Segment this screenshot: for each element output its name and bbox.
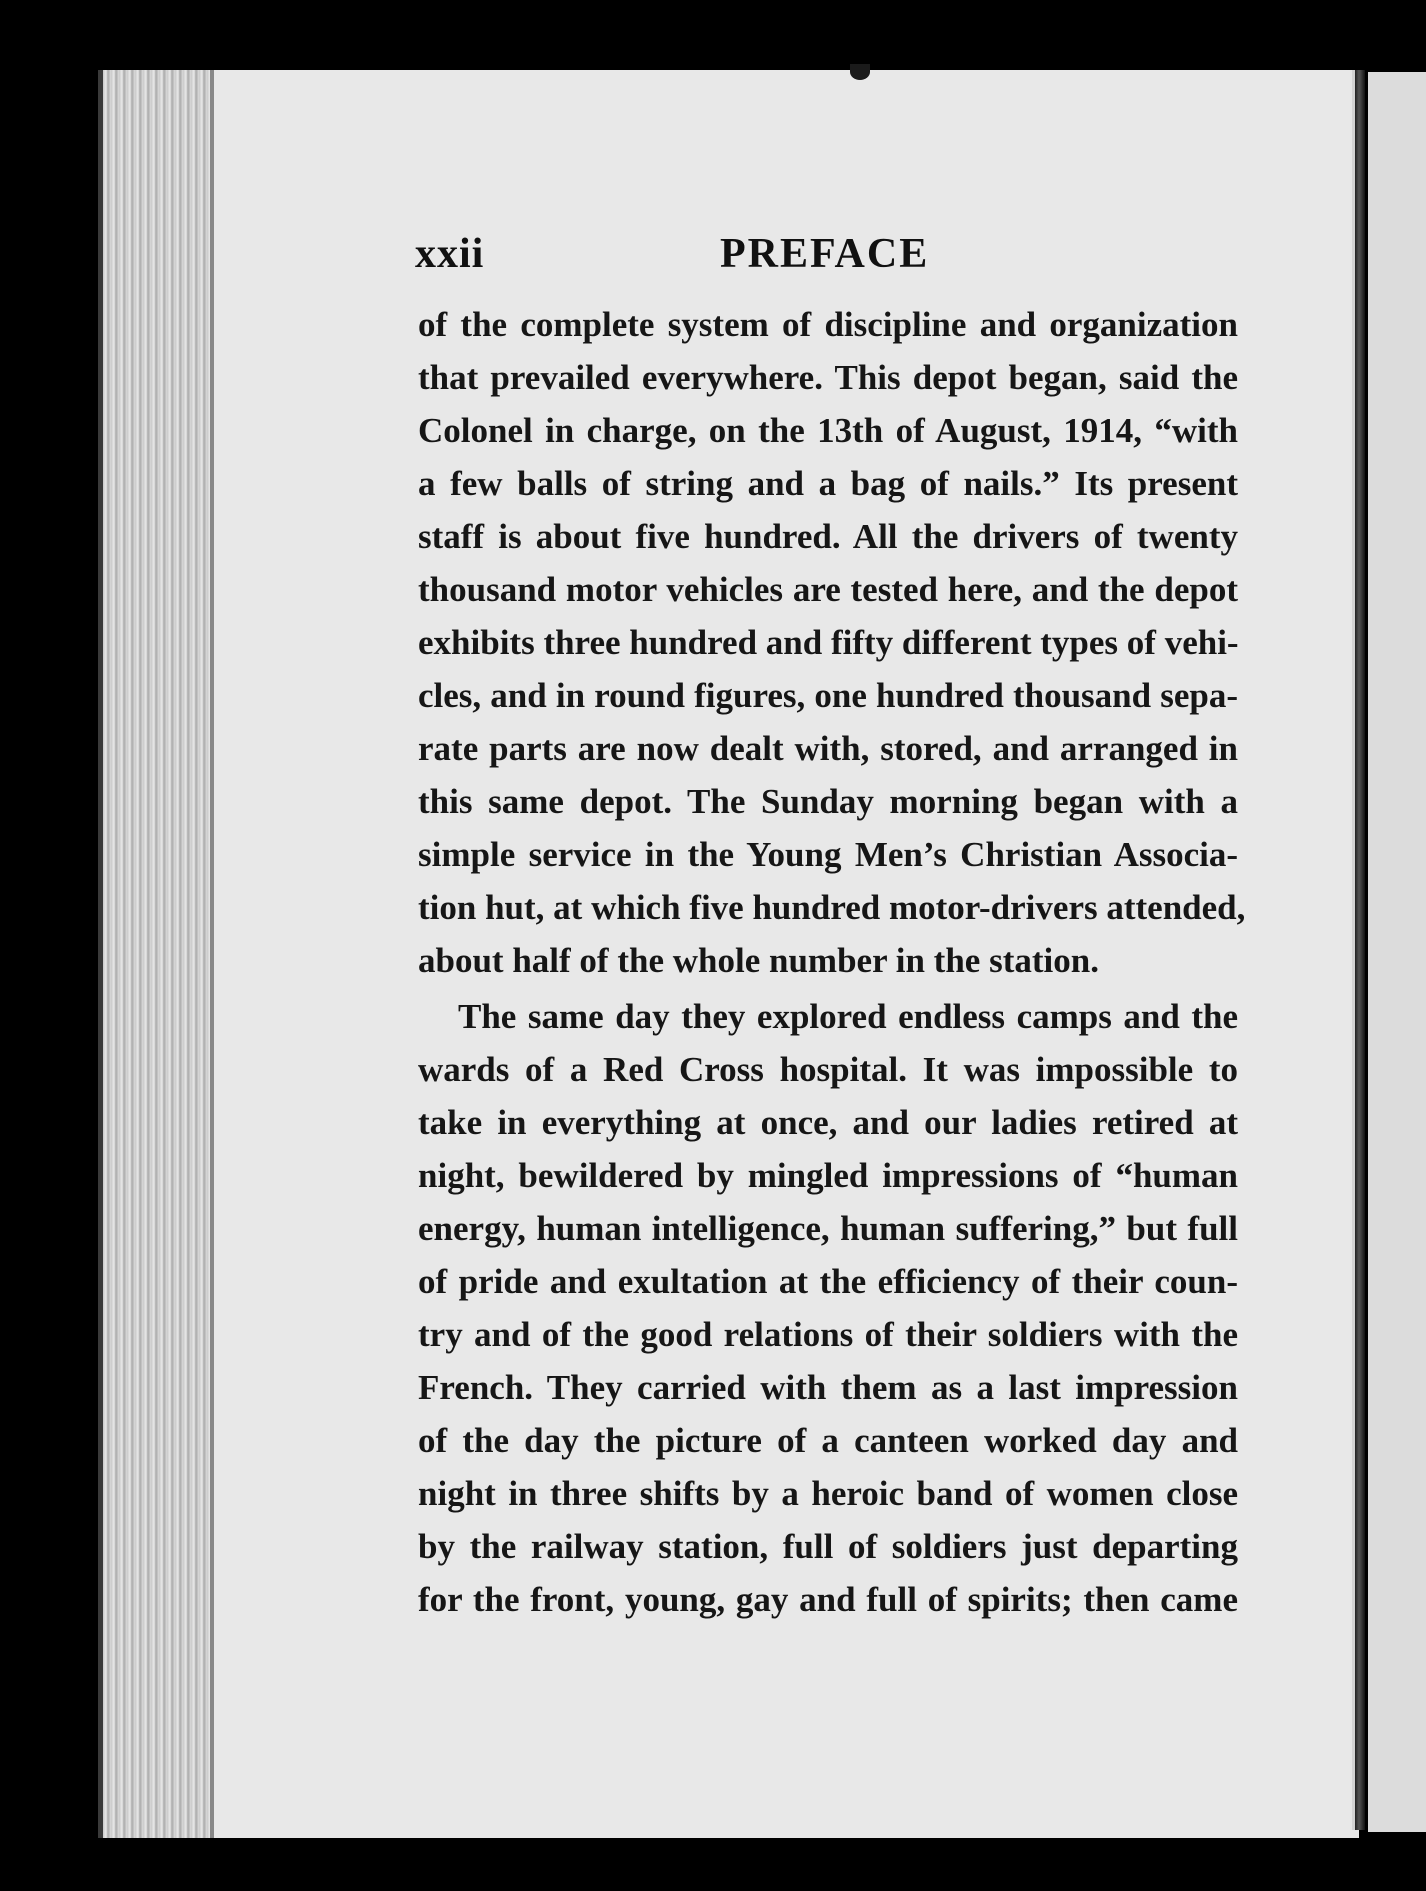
- text-line: French. They carried with them as a last impression: [418, 1368, 1238, 1407]
- text-line: of the complete system of discipline and organization: [418, 305, 1238, 344]
- text-line: exhibits three hundred and fifty different types of vehi-: [418, 623, 1239, 662]
- text-line: of the day the picture of a canteen worked day and: [418, 1421, 1238, 1460]
- text-line: that prevailed everywhere. This depot began, said the: [418, 358, 1238, 397]
- text-line: tion hut, at which five hundred motor-drivers attended,: [418, 888, 1246, 927]
- text-line: staff is about five hundred. All the drivers of twenty: [418, 517, 1238, 556]
- text-line: a few balls of string and a bag of nails.” Its present: [418, 464, 1238, 503]
- running-head: [415, 230, 1215, 290]
- book-page-edges: [98, 70, 213, 1840]
- running-title: PREFACE: [720, 231, 930, 277]
- text-line: Colonel in charge, on the 13th of August, 1914, “with: [418, 411, 1238, 450]
- text-line: The same day they explored endless camps and the: [458, 997, 1238, 1036]
- text-line: night, bewildered by mingled impressions of “human: [418, 1156, 1238, 1195]
- text-line: this same depot. The Sunday morning began with a: [418, 782, 1238, 821]
- text-line: by the railway station, full of soldiers just departing: [418, 1527, 1238, 1566]
- text-line: cles, and in round figures, one hundred thousand sepa-: [418, 676, 1238, 715]
- text-line: rate parts are now dealt with, stored, and arranged in: [418, 729, 1238, 768]
- page-number: xxii: [415, 231, 485, 277]
- text-line: take in everything at once, and our ladies retired at: [418, 1103, 1238, 1142]
- text-line: energy, human intelligence, human suffering,” but full: [418, 1209, 1238, 1248]
- text-line: night in three shifts by a heroic band of women close: [418, 1474, 1238, 1513]
- text-line: thousand motor vehicles are tested here, and the depot: [418, 570, 1238, 609]
- scan-bottom-shadow: [0, 1838, 1426, 1891]
- text-line: about half of the whole number in the station.: [418, 941, 1099, 980]
- scan-marker: [850, 64, 870, 80]
- text-line: wards of a Red Cross hospital. It was impossible to: [418, 1050, 1238, 1089]
- text-line: simple service in the Young Men’s Christian Associa-: [418, 835, 1238, 874]
- text-line: of pride and exultation at the efficiency of their coun-: [418, 1262, 1238, 1301]
- text-line: try and of the good relations of their soldiers with the: [418, 1315, 1238, 1354]
- book-binding-shadow: [1355, 70, 1365, 1830]
- facing-page-edge: [1368, 72, 1426, 1832]
- text-line: for the front, young, gay and full of spirits; then came: [418, 1580, 1238, 1619]
